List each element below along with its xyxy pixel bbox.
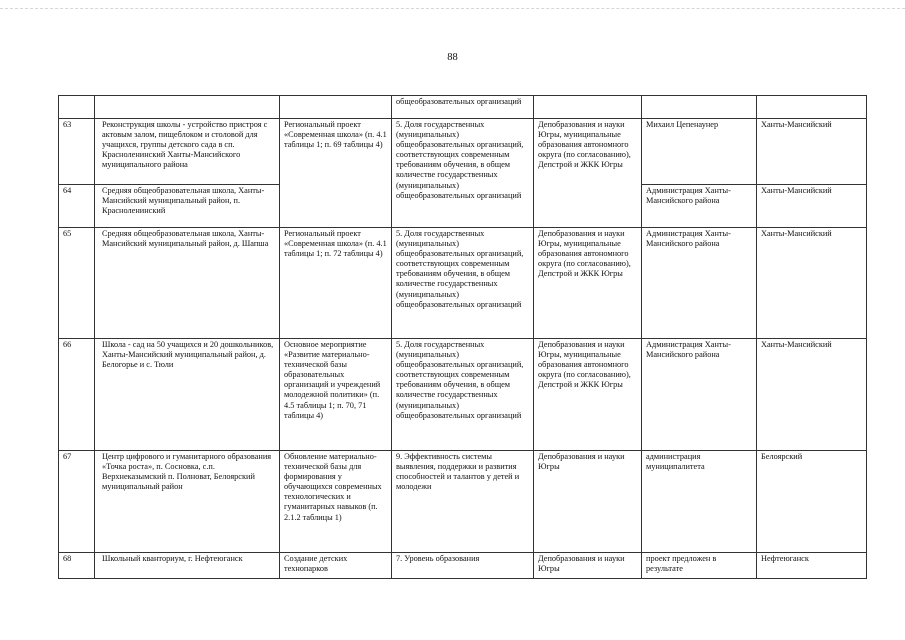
object-name: Школа - сад на 50 учащихся и 20 дошкольников, Ханты-Мансийский муниципальный район, д. Белогорье и с. Тюли: [95, 339, 280, 451]
responsible-cell: Администрация Ханты-Мансийского района: [642, 228, 757, 339]
object-name: [95, 96, 280, 119]
table-row: [59, 119, 867, 185]
table-row: [59, 553, 867, 579]
indicator-cell: 5. Доля государственных (муниципальных) общеобразовательных организаций, соответствующих современным требованиям обучения, в общем количестве государственных (муниципальных) общеобразовательных организаций: [392, 228, 534, 339]
object-name: Реконструкция школы - устройство пристроя с актовым залом, пищеблоком и столовой для учащихся, группы детского сада в сп. Красноленинский Ханты-Мансийского муниципального района: [95, 119, 280, 185]
municipality-cell: Ханты-Мансийский: [757, 185, 867, 228]
table-row: [59, 451, 867, 553]
responsible-cell: Михаил Цепенаунер: [642, 119, 757, 185]
agency-cell: Депобразования и науки Югры, муниципальные образования автономного округа (по согласованию), Депстрой и ЖКК Югры: [534, 228, 642, 339]
table-row: [59, 228, 867, 339]
basis-cell: Региональный проект «Современная школа» (п. 4.1 таблицы 1; п. 69 таблицы 4): [280, 119, 392, 228]
municipality-cell: Ханты-Мансийский: [757, 119, 867, 185]
agency-cell: Депобразования и науки Югры: [534, 451, 642, 553]
indicator-cell: 7. Уровень образования: [392, 553, 534, 579]
municipality-cell: Нефтеюганск: [757, 553, 867, 579]
project-table: [58, 95, 867, 579]
municipality-cell: Ханты-Мансийский: [757, 339, 867, 451]
indicator-cell: 5. Доля государственных (муниципальных) общеобразовательных организаций, соответствующих современным требованиям обучения, в общем количестве государственных (муниципальных) общеобразовательных организаций: [392, 119, 534, 228]
municipality-cell: [757, 96, 867, 119]
table-row: [59, 339, 867, 451]
table-row: [59, 96, 867, 119]
indicator-cell: общеобразовательных организаций: [392, 96, 534, 119]
page-number: 88: [447, 52, 458, 63]
basis-cell: Обновление материально-технической базы для формирования у обучающихся современных технологических и гуманитарных навыков (п. 2.1.2 таблицы 1): [280, 451, 392, 553]
basis-cell: Региональный проект «Современная школа» (п. 4.1 таблицы 1; п. 72 таблицы 4): [280, 228, 392, 339]
responsible-cell: Администрация Ханты-Мансийского района: [642, 339, 757, 451]
row-number: 67: [59, 451, 95, 553]
basis-cell: Создание детских технопарков: [280, 553, 392, 579]
row-number: 66: [59, 339, 95, 451]
row-number: 63: [59, 119, 95, 185]
responsible-cell: проект предложен в результате: [642, 553, 757, 579]
basis-cell: [280, 96, 392, 119]
indicator-cell: 9. Эффективность системы выявления, поддержки и развития способностей и талантов у детей и молодежи: [392, 451, 534, 553]
row-number: [59, 96, 95, 119]
responsible-cell: Администрация Ханты-Мансийского района: [642, 185, 757, 228]
object-name: Средняя общеобразовательная школа, Ханты-Мансийский муниципальный район, д. Шапша: [95, 228, 280, 339]
agency-cell: Депобразования и науки Югры, муниципальные образования автономного округа (по согласованию), Депстрой и ЖКК Югры: [534, 339, 642, 451]
responsible-cell: администрация муниципалитета: [642, 451, 757, 553]
object-name: Школьный кванториум, г. Нефтеюганск: [95, 553, 280, 579]
basis-cell: Основное мероприятие «Развитие материально-технической базы образовательных организаций и учреждений молодежной политики» (п. 4.5 таблицы 1; п. 70, 71 таблицы 4): [280, 339, 392, 451]
agency-cell: Депобразования и науки Югры, муниципальные образования автономного округа (по согласованию), Депстрой и ЖКК Югры: [534, 119, 642, 228]
row-number: 68: [59, 553, 95, 579]
object-name: Средняя общеобразовательная школа, Ханты-Мансийский муниципальный район, п. Красноленинский: [95, 185, 280, 228]
municipality-cell: Ханты-Мансийский: [757, 228, 867, 339]
agency-cell: Депобразования и науки Югры: [534, 553, 642, 579]
scan-edge-line: [0, 8, 905, 11]
row-number: 64: [59, 185, 95, 228]
row-number: 65: [59, 228, 95, 339]
object-name: Центр цифрового и гуманитарного образования «Точка роста», п. Сосновка, с.п. Верхнеказымский п. Полноват, Белоярский муниципальный район: [95, 451, 280, 553]
indicator-cell: 5. Доля государственных (муниципальных) общеобразовательных организаций, соответствующих современным требованиям обучения, в общем количестве государственных (муниципальных) общеобразовательных организаций: [392, 339, 534, 451]
agency-cell: [534, 96, 642, 119]
responsible-cell: [642, 96, 757, 119]
municipality-cell: Белоярский: [757, 451, 867, 553]
